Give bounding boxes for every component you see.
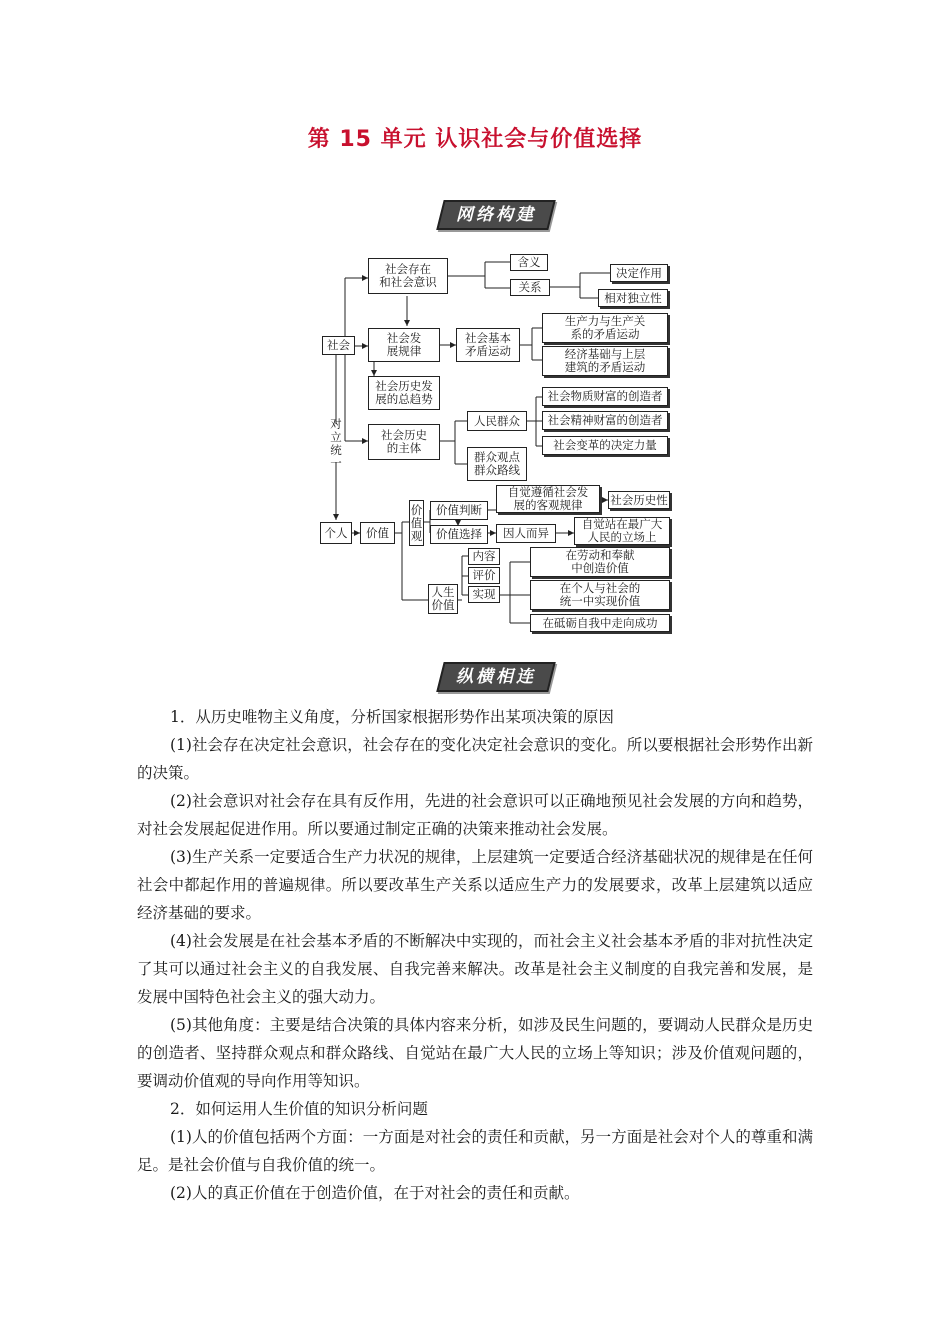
node-people: 人民群众 [467,411,527,431]
node-content: 内容 [468,548,500,565]
paragraph: (2)社会意识对社会存在具有反作用，先进的社会意识可以正确地预见社会发展的方向和趋势，对社会发展起促进作用。所以要通过制定正确的决策来推动社会发展。 [137,792,813,838]
node-realization: 实现 [468,586,500,603]
node-relative-independence: 相对独立性 [598,289,668,307]
node-follow-objective-law: 自觉遵循社会发 展的客观规律 [496,485,600,513]
banner-network-label: 网络构建 [456,205,536,225]
node-basic-contradiction: 社会基本 矛盾运动 [456,328,520,362]
node-values-outlook: 价 值 观 [409,500,424,546]
node-development-law: 社会发 展规律 [368,328,440,362]
paragraph: (4)社会发展是在社会基本矛盾的不断解决中实现的，而社会主义社会基本矛盾的非对抗性决定了其可以通过社会主义的自我发展、自我完善来解决。改革是社会主义制度的自我完善和发展，是发展中国特色社会主义的强大动力。 [137,932,813,1006]
node-society: 社会 [322,336,355,355]
node-individual-society-unity: 在个人与社会的 统一中实现价值 [530,580,670,610]
banner-connect-label: 纵横相连 [456,667,536,687]
paragraph: (2)人的真正价值在于创造价值，在于对社会的责任和贡献。 [170,1184,580,1202]
node-meaning: 含义 [510,254,548,271]
paragraph-heading-1: 1．从历史唯物主义角度，分析国家根据形势作出某项决策的原因 [170,708,614,726]
node-labor-dedication: 在劳动和奉献 中创造价值 [530,547,670,577]
node-productivity-contradiction: 生产力与生产关 系的矛盾运动 [542,313,668,343]
node-value: 价值 [360,522,395,544]
node-decisive-role: 决定作用 [610,264,668,282]
node-social-historical: 社会历史性 [608,491,670,509]
node-individual: 个人 [320,522,352,544]
paragraph: (1)人的价值包括两个方面：一方面是对社会的责任和贡献，另一方面是社会对个人的尊重和满足。是社会价值与自我价值的统一。 [137,1128,813,1174]
node-decisive-force: 社会变革的决定力量 [542,436,668,455]
node-people-stand: 自觉站在最广大 人民的立场上 [574,517,670,545]
node-varies-by-person: 因人而异 [496,524,556,543]
node-economic-base-contradiction: 经济基础与上层 建筑的矛盾运动 [542,346,668,376]
paragraph: (1)社会存在决定社会意识，社会存在的变化决定社会意识的变化。所以要根据社会形势作出新的决策。 [137,736,813,782]
node-value-choice: 价值选择 [430,525,488,544]
banner-connect [440,662,552,692]
node-social-existence: 社会存在 和社会意识 [368,258,448,294]
node-life-value: 人生 价值 [428,584,458,614]
node-material-wealth: 社会物质财富的创造者 [542,387,668,406]
node-value-judgment: 价值判断 [430,501,488,520]
paragraph-heading-2: 2．如何运用人生价值的知识分析问题 [170,1100,428,1118]
label-unity-of-opposites: 对 立 统 一 [330,417,342,470]
node-historical-trend: 社会历史发 展的总趋势 [368,376,440,410]
node-self-tempering: 在砥砺自我中走向成功 [530,614,670,632]
page-title: 第 15 单元 认识社会与价值选择 [307,127,643,152]
node-spiritual-wealth: 社会精神财富的创造者 [542,411,668,430]
node-historical-subject: 社会历史 的主体 [368,424,440,460]
node-evaluation: 评价 [468,567,500,584]
node-mass-line: 群众观点 群众路线 [467,447,527,481]
paragraph: (3)生产关系一定要适合生产力状况的规律，上层建筑一定要适合经济基础状况的规律是在任何社会中都起作用的普遍规律。所以要改革生产关系以适应生产力的发展要求，改革上层建筑以适应经济基础的要求。 [137,848,813,922]
node-relation: 关系 [510,279,550,296]
paragraph: (5)其他角度：主要是结合决策的具体内容来分析，如涉及民生问题的，要调动人民群众是历史的创造者、坚持群众观点和群众路线、自觉站在最广大人民的立场上等知识；涉及价值观问题的，要调动价值观的导向作用等知识。 [137,1016,813,1090]
